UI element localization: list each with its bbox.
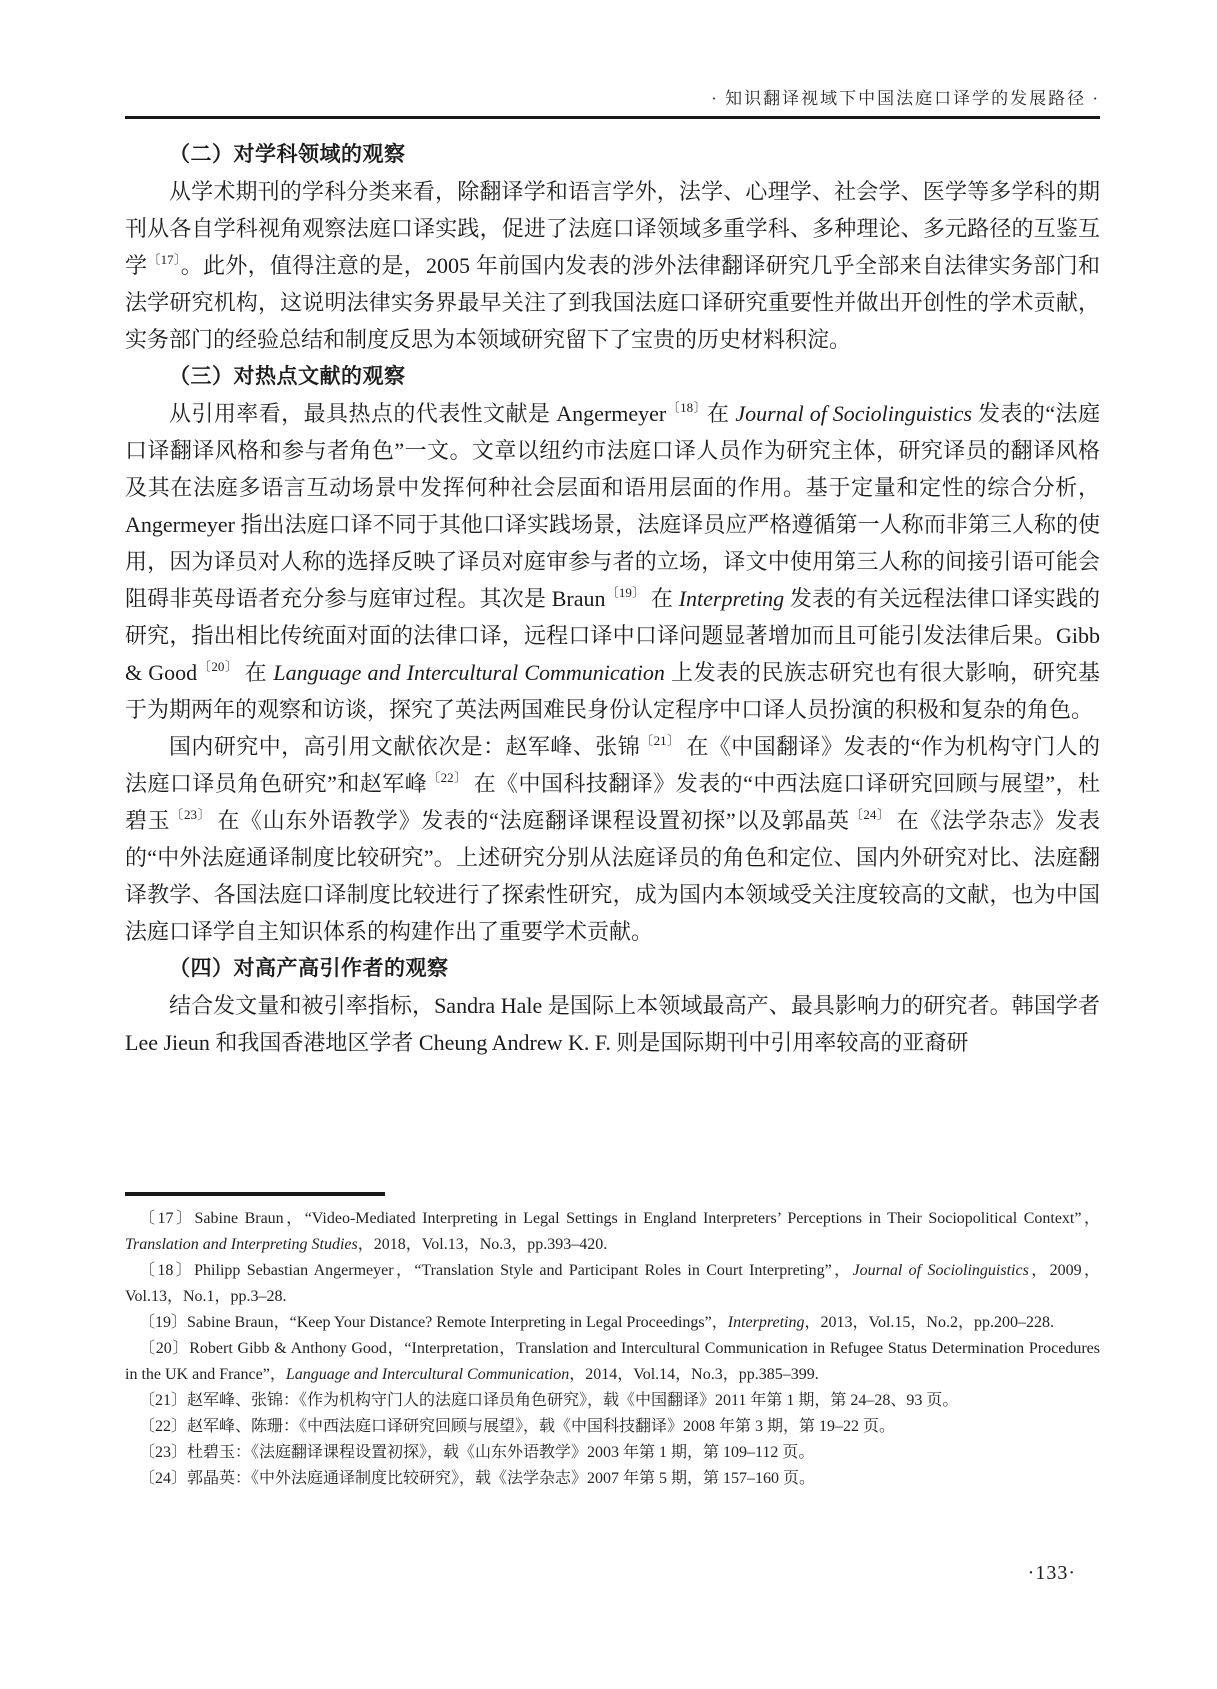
- text-run: ，2018，Vol.13，No.3，pp.393–420.: [357, 1236, 608, 1253]
- text-run: 从学术期刊的学科分类来看，除翻译学和语言学外，法学、心理学、社会学、医学等多学科的期刊从各自学科视角观察法庭口译实践，促进了法庭口译领域多重学科、多种理论、多元路径的互鉴互学: [125, 179, 1100, 278]
- text-run: 在《中国翻译》发表的“作为机构守门人的法庭口译员角色研究”和赵军峰: [125, 734, 1100, 796]
- text-run: 从引用率看，最具热点的代表性文献是 Angermeyer: [169, 401, 667, 426]
- paragraph-discipline-observation: [125, 173, 1100, 358]
- text-run: 〔21〕赵军峰、张锦：《作为机构守门人的法庭口译员角色研究》，载《中国翻译》2011 年第 1 期，第 24–28、93 页。: [139, 1392, 959, 1409]
- text-run: 〔18〕Philipp Sebastian Angermeyer，“Translation Style and Participant Roles in Court Interpreting”，: [139, 1262, 853, 1279]
- footnote-item: [125, 1466, 1100, 1492]
- footnote-item: [125, 1310, 1100, 1336]
- text-run: 在《中国科技翻译》发表的“中西法庭口译研究回顾与展望”，杜碧玉: [125, 771, 1100, 833]
- footnote-item: [125, 1388, 1100, 1414]
- section-heading-3: [125, 358, 1100, 395]
- footnotes: [125, 1206, 1100, 1492]
- text-run: 。此外，值得注意的是，2005 年前国内发表的涉外法律翻译研究几乎全部来自法律实务部门和法学研究机构，这说明法律实务界最早关注了到我国法庭口译研究重要性并做出开创性的学术贡献，实务部门的经验总结和制度反思为本领域研究留下了宝贵的历史材料积淀。: [125, 253, 1100, 352]
- text-run: 结合发文量和被引率指标，Sandra Hale 是国际上本领域最高产、最具影响力的研究者。韩国学者 Lee Jieun 和我国香港地区学者 Cheung Andrew K. F. 则是国际期刊中引用率较高的亚裔研: [125, 993, 1100, 1055]
- footnote-ref-marker: 〔22〕: [427, 769, 468, 785]
- paragraph-productive-authors: [125, 987, 1100, 1061]
- text-run: ，2013，Vol.15，No.2，pp.200–228.: [804, 1314, 1054, 1331]
- journal-title-italic: Journal of Sociolinguistics: [735, 401, 973, 426]
- text-run: 〔17〕Sabine Braun，“Video-Mediated Interpreting in Legal Settings in England Interpreters’ Perceptions in Their Sociopolitical Context”，: [139, 1210, 1100, 1227]
- text-run: 〔19〕Sabine Braun，“Keep Your Distance? Remote Interpreting in Legal Proceedings”，: [139, 1314, 728, 1331]
- text-run: 〔20〕Robert Gibb & Anthony Good，“Interpretation，Translation and Intercultural Communication in Refugee Status Determination Procedures in the UK and France”，: [125, 1340, 1100, 1383]
- footnote-separator: [125, 1192, 385, 1196]
- text-run: 〔23〕杜碧玉：《法庭翻译课程设置初探》，载《山东外语教学》2003 年第 1 期，第 109–112 页。: [139, 1444, 815, 1461]
- text-run: ，2014，Vol.14，No.3，pp.385–399.: [569, 1366, 819, 1383]
- text-run: ，2009，Vol.13，No.1，pp.3–28.: [125, 1262, 1100, 1305]
- journal-title-italic: Language and Intercultural Communication: [285, 1366, 570, 1383]
- paragraph-hot-literature-domestic: [125, 728, 1100, 950]
- footnote-ref-marker: 〔18〕: [666, 399, 707, 415]
- footnote-item: [125, 1336, 1100, 1388]
- text-run: 在《山东外语教学》发表的“法庭翻译课程设置初探”以及郭晶英: [211, 808, 850, 833]
- paragraph-hot-literature-international: [125, 395, 1100, 728]
- footnote-item: [125, 1258, 1100, 1310]
- section-heading-2: [125, 136, 1100, 173]
- header-rule: [125, 116, 1100, 119]
- journal-title-italic: Journal of Sociolinguistics: [852, 1262, 1029, 1279]
- section-heading-4: [125, 950, 1100, 987]
- text-run: 〔24〕郭晶英：《中外法庭通译制度比较研究》，载《法学杂志》2007 年第 5 期，第 157–160 页。: [139, 1470, 816, 1487]
- footnote-item: [125, 1440, 1100, 1466]
- journal-title-italic: Interpreting: [727, 1314, 805, 1331]
- text-run: 发表的有关远程法律口译实践的研究，指出相比传统面对面的法律口译，远程口译中口译问题显著增加而且可能引发法律后果。Gibb & Good: [125, 586, 1100, 685]
- journal-title-italic: Translation and Interpreting Studies: [125, 1236, 358, 1253]
- footnote-item: [125, 1206, 1100, 1258]
- text-run: 上发表的民族志研究也有很大影响，研究基于为期两年的观察和访谈，探究了英法两国难民身份认定程序中口译人员扮演的积极和复杂的角色。: [125, 660, 1100, 722]
- journal-title-italic: Language and Intercultural Communication: [273, 660, 665, 685]
- text-run: （四）对高产高引作者的观察: [169, 956, 449, 980]
- journal-title-italic: Interpreting: [678, 586, 785, 611]
- footnote-ref-marker: 〔21〕: [640, 732, 681, 748]
- footnote-item: [125, 1414, 1100, 1440]
- text-run: 在: [706, 401, 736, 426]
- text-run: 国内研究中，高引用文献依次是：赵军峰、张锦: [169, 734, 641, 759]
- text-run: 发表的“法庭口译翻译风格和参与者角色”一文。文章以纽约市法庭口译人员作为研究主体，研究译员的翻译风格及其在法庭多语言互动场景中发挥何种社会层面和语用层面的作用。基于定量和定性的综合分析，Angermeyer 指出法庭口译不同于其他口译实践场景，法庭译员应严格遵循第一人称而非第三人称的使用，因为译员对人称的选择反映了译员对庭审参与者的立场，译文中使用第三人称的间接引语可能会阻碍非英母语者充分参与庭审过程。其次是 Braun: [125, 401, 1100, 611]
- running-title: · 知识翻译视域下中国法庭口译学的发展路径 ·: [711, 89, 1100, 108]
- text-run: 在《法学杂志》发表的“中外法庭通译制度比较研究”。上述研究分别从法庭译员的角色和定位、国内外研究对比、法庭翻译教学、各国法庭口译制度比较进行了探索性研究，成为国内本领域受关注度较高的文献，也为中国法庭口译学自主知识体系的构建作出了重要学术贡献。: [125, 808, 1100, 944]
- running-header: [125, 84, 1100, 109]
- footnote-ref-marker: 〔23〕: [170, 806, 212, 822]
- text-run: 在: [645, 586, 679, 611]
- text-run: （三）对热点文献的观察: [169, 364, 406, 388]
- footnote-ref-marker: 〔17〕: [147, 251, 181, 267]
- article-body: [125, 136, 1100, 1061]
- text-run: （二）对学科领域的观察: [169, 142, 406, 166]
- footnote-ref-marker: 〔19〕: [605, 584, 646, 600]
- footnote-ref-marker: 〔20〕: [197, 658, 239, 674]
- text-run: 在: [238, 660, 274, 685]
- page-number: ·133·: [1027, 1562, 1076, 1584]
- footnote-ref-marker: 〔24〕: [849, 806, 891, 822]
- text-run: 〔22〕赵军峰、陈珊：《中西法庭口译研究回顾与展望》，载《中国科技翻译》2008 年第 3 期，第 19–22 页。: [139, 1418, 896, 1435]
- page-footer: [125, 1562, 1100, 1585]
